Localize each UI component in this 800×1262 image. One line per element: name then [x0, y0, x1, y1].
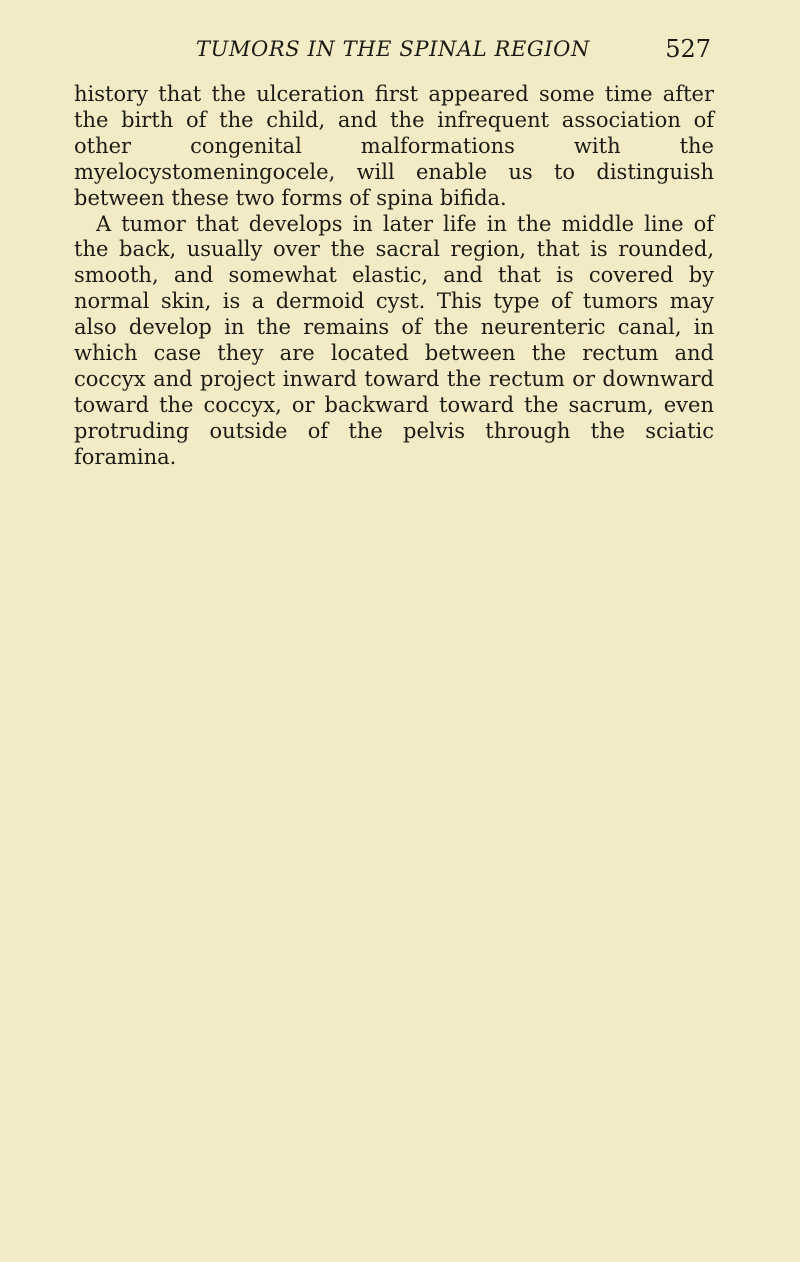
- body-text: [74, 82, 714, 471]
- running-head: [196, 34, 711, 64]
- running-title: TUMORS IN THE SPINAL REGION: [196, 37, 590, 61]
- paragraph-dermoid-cyst: A tumor that develops in later life in the middle line of the back, usually over the sacral region, that is rounded, smooth, and somewhat elastic, and that is covered by normal skin, is a dermoid cyst. This type of tumors may also develop in the remains of the neurenteric canal, in which case they are located between the rectum and coccyx and project inward toward the rectum or downward toward the coccyx, or backward toward the sacrum, even protruding outside of the pelvis through the sciatic foramina.: [74, 211, 714, 469]
- paragraph-continued: history that the ulceration first appeared some time after the birth of the child, and the infrequent association of other congenital malformations with the myelocystomeningocele, will enable us to distinguish between these two forms of spina bifida.: [74, 82, 714, 210]
- page-number: 527: [665, 35, 711, 63]
